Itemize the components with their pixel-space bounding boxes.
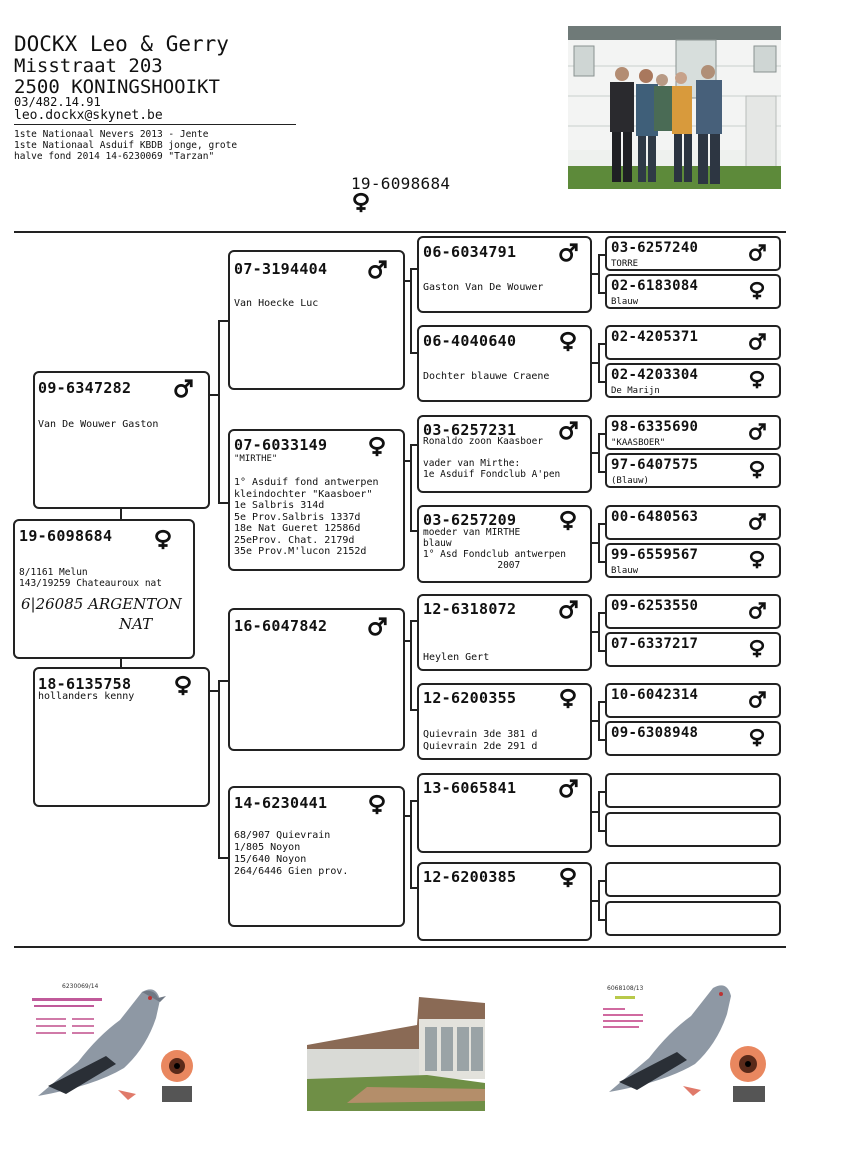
loft-photo xyxy=(307,997,485,1111)
sss-card[interactable] xyxy=(417,236,592,313)
male-icon xyxy=(747,422,767,442)
dam-notes: hollanders kenny xyxy=(38,691,135,702)
connector xyxy=(598,701,600,741)
bottom-rule xyxy=(14,946,786,948)
family-photo xyxy=(568,26,781,189)
female-icon xyxy=(747,460,767,480)
connector xyxy=(598,343,600,383)
ring-number: 14-6230441 xyxy=(234,794,328,812)
sire-ring-number: 09-6347282 xyxy=(38,379,132,397)
pigeon-card-left xyxy=(22,978,197,1110)
female-icon xyxy=(172,675,194,697)
ring-number: 13-6065841 xyxy=(423,779,517,797)
ring-number: 97-6407575 xyxy=(611,457,699,473)
connector xyxy=(218,680,220,858)
dam-ring-number: 18-6135758 xyxy=(38,675,132,693)
connector xyxy=(598,433,600,473)
male-icon xyxy=(366,616,388,638)
sire-notes: Van De Wouwer Gaston xyxy=(38,419,159,430)
male-icon xyxy=(557,420,579,442)
ring-number: 06-6034791 xyxy=(423,243,517,261)
main-results: 8/1161 Melun 143/19259 Chateauroux nat xyxy=(19,567,162,589)
bird-notes: Blauw xyxy=(611,566,639,576)
ancestor-card[interactable] xyxy=(605,325,781,360)
ancestor-card[interactable] xyxy=(605,594,781,629)
ring-number: 02-6183084 xyxy=(611,278,699,294)
sire-card[interactable] xyxy=(33,371,210,509)
ring-number: 10-6042314 xyxy=(611,687,699,703)
bird-notes: (Blauw) xyxy=(611,476,649,486)
dss-card[interactable] xyxy=(417,594,592,671)
female-icon xyxy=(366,794,388,816)
breeder-city: 2500 KONINGSHOOIKT xyxy=(14,76,220,98)
connector xyxy=(598,254,600,294)
bird-notes: Quievrain 3de 381 d Quievrain 2de 291 d xyxy=(423,729,538,752)
sire-dam-card[interactable] xyxy=(228,429,405,571)
empty-ancestor-card[interactable] xyxy=(605,773,781,808)
breeder-name: DOCKX Leo & Gerry xyxy=(14,32,229,56)
connector xyxy=(598,880,600,921)
female-icon xyxy=(557,331,579,353)
bird-notes: TORRE xyxy=(611,259,639,269)
ancestor-card[interactable] xyxy=(605,505,781,540)
ring-number: 12-6318072 xyxy=(423,600,517,618)
top-rule xyxy=(14,231,786,233)
bird-notes: Heylen Gert xyxy=(423,652,490,663)
handwritten-result-nat: NAT xyxy=(119,615,153,633)
bird-notes: Dochter blauwe Craene xyxy=(423,371,550,382)
main-ring-number: 19-6098684 xyxy=(19,527,113,545)
ring-number: 09-6253550 xyxy=(611,598,699,614)
ring-number: 02-4205371 xyxy=(611,329,699,345)
female-icon xyxy=(747,550,767,570)
empty-ancestor-card[interactable] xyxy=(605,812,781,847)
female-icon xyxy=(366,436,388,458)
male-icon xyxy=(747,512,767,532)
dsd-card[interactable] xyxy=(417,683,592,760)
main-bird-card[interactable] xyxy=(13,519,195,659)
connector xyxy=(598,523,600,563)
male-icon xyxy=(557,242,579,264)
ring-number: 12-6200385 xyxy=(423,868,517,886)
male-icon xyxy=(172,378,194,400)
dds-card[interactable] xyxy=(417,773,592,853)
ring-number: 07-6337217 xyxy=(611,636,699,652)
ancestor-card[interactable] xyxy=(605,363,781,398)
sire-sire-card[interactable] xyxy=(228,250,405,390)
header-underline xyxy=(14,124,296,125)
handwritten-result: 6|26085 ARGENTON xyxy=(21,595,182,613)
ancestor-card[interactable] xyxy=(605,721,781,756)
sds-card[interactable] xyxy=(417,415,592,493)
bird-notes: De Marijn xyxy=(611,386,660,396)
connector xyxy=(598,791,600,832)
connector xyxy=(410,800,412,888)
empty-ancestor-card[interactable] xyxy=(605,901,781,936)
female-icon xyxy=(557,867,579,889)
ring-number: 03-6257240 xyxy=(611,240,699,256)
subject-ring-number: 19-6098684 xyxy=(351,174,451,193)
male-icon xyxy=(747,243,767,263)
empty-ancestor-card[interactable] xyxy=(605,862,781,897)
bird-notes: Gaston Van De Wouwer xyxy=(423,282,544,293)
breeder-achievements: 1ste Nationaal Nevers 2013 - Jente 1ste Nationaal Asduif KBDB jonge, grote halve fond 2014 14-6230069 "Tarzan" xyxy=(14,129,238,162)
connector xyxy=(598,612,600,652)
male-icon xyxy=(557,778,579,800)
right-card-ring: 6068108/13 xyxy=(607,985,644,992)
ancestor-card[interactable] xyxy=(605,543,781,578)
bird-name: "MIRTHE" xyxy=(234,454,278,464)
bird-notes: 68/907 Quievrain 1/805 Noyon 15/640 Noyon 264/6446 Gien prov. xyxy=(234,830,349,877)
ring-number: 02-4203304 xyxy=(611,367,699,383)
male-icon xyxy=(366,259,388,281)
female-icon xyxy=(152,529,174,551)
connector xyxy=(218,320,220,503)
ring-number: 00-6480563 xyxy=(611,509,699,525)
bird-notes: 1° Asduif fond antwerpen kleindochter "Kaasboer" 1e Salbris 314d 5e Prov.Salbris 1337d 18e Nat Gueret 12586d 25eProv. Chat. 2179d 35e Prov.M'lucon 2152d xyxy=(234,477,379,557)
pigeon-card-right xyxy=(593,978,780,1110)
dam-dam-card[interactable] xyxy=(228,786,405,927)
subject-female-icon xyxy=(350,192,372,214)
bird-notes: Blauw xyxy=(611,297,639,307)
ring-number: 09-6308948 xyxy=(611,725,699,741)
connector xyxy=(410,620,412,710)
ancestor-card[interactable] xyxy=(605,683,781,718)
male-icon xyxy=(747,601,767,621)
ancestor-card[interactable] xyxy=(605,632,781,667)
bird-notes: "KAASBOER" xyxy=(611,438,666,448)
ring-number: 06-4040640 xyxy=(423,332,517,350)
female-icon xyxy=(747,728,767,748)
bird-notes: moeder van MIRTHE blauw 1° Asd Fondclub antwerpen 2007 xyxy=(423,527,566,571)
female-icon xyxy=(747,639,767,659)
ancestor-card[interactable] xyxy=(605,415,781,450)
breeder-email: leo.dockx@skynet.be xyxy=(14,108,163,123)
sdd-card[interactable] xyxy=(417,505,592,583)
ancestor-card[interactable] xyxy=(605,236,781,271)
connector xyxy=(410,444,412,531)
ring-number: 03-6257231 xyxy=(423,421,517,439)
female-icon xyxy=(747,370,767,390)
male-icon xyxy=(557,599,579,621)
ddd-card[interactable] xyxy=(417,862,592,941)
ring-number: 16-6047842 xyxy=(234,617,328,635)
ring-number: 07-6033149 xyxy=(234,436,328,454)
male-icon xyxy=(747,690,767,710)
connector xyxy=(410,268,412,353)
dam-card[interactable] xyxy=(33,667,210,807)
female-icon xyxy=(557,688,579,710)
ring-number: 99-6559567 xyxy=(611,547,699,563)
male-icon xyxy=(747,332,767,352)
bird-notes: Van Hoecke Luc xyxy=(234,298,319,309)
ancestor-card[interactable] xyxy=(605,274,781,309)
female-icon xyxy=(747,281,767,301)
breeder-street: Misstraat 203 xyxy=(14,55,163,77)
ring-number: 98-6335690 xyxy=(611,419,699,435)
dam-sire-card[interactable] xyxy=(228,608,405,751)
ring-number: 03-6257209 xyxy=(423,511,517,529)
ancestor-card[interactable] xyxy=(605,453,781,488)
ring-number: 07-3194404 xyxy=(234,260,328,278)
breeder-phone: 03/482.14.91 xyxy=(14,95,101,109)
bird-notes: Ronaldo zoon Kaasboer vader van Mirthe: 1e Asduif Fondclub A'pen xyxy=(423,436,561,480)
left-card-ring: 6230069/14 xyxy=(62,983,99,990)
ssd-card[interactable] xyxy=(417,325,592,402)
ring-number: 12-6200355 xyxy=(423,689,517,707)
